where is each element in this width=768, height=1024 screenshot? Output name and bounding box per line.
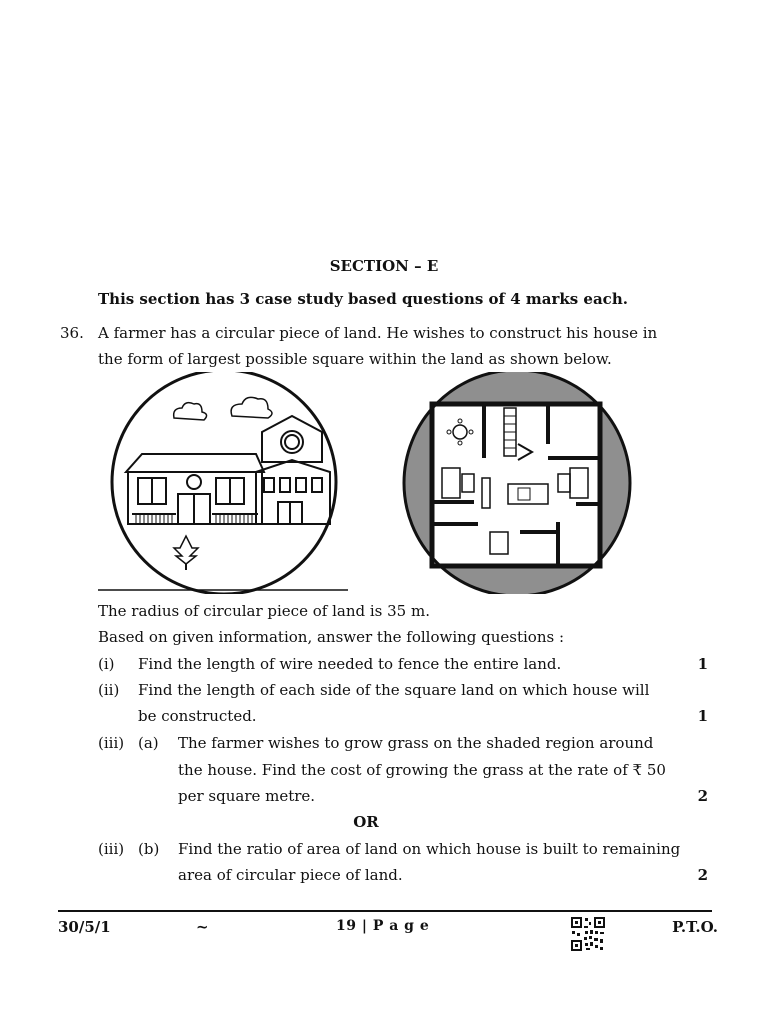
part-iii-b-marks: 2 bbox=[697, 866, 708, 884]
part-iii-b-line1: Find the ratio of area of land on which house is built to remaining bbox=[178, 840, 681, 858]
footer-page-number: 19 | P a g e bbox=[336, 918, 430, 934]
part-iii-b-label: (iii) bbox=[98, 840, 125, 858]
part-i-marks: 1 bbox=[697, 655, 708, 673]
question-stem-line1: A farmer has a circular piece of land. He wishes to construct his house in bbox=[98, 324, 658, 342]
part-ii-line2: be constructed. bbox=[138, 707, 257, 725]
part-iii-a-line2: the house. Find the cost of growing the grass at the rate of ₹ 50 bbox=[178, 761, 666, 779]
footer-rule bbox=[58, 910, 712, 912]
given-info: The radius of circular piece of land is 35 m. bbox=[98, 602, 430, 620]
question-stem-line2: the form of largest possible square within the land as shown below. bbox=[98, 350, 612, 368]
part-iii-a-label: (iii) bbox=[98, 734, 125, 752]
part-iii-b-line2: area of circular piece of land. bbox=[178, 866, 403, 884]
part-ii-marks: 1 bbox=[697, 707, 708, 725]
footer-tilde: ~ bbox=[196, 918, 209, 936]
section-intro: This section has 3 case study based questions of 4 marks each. bbox=[98, 290, 628, 308]
footer-paper-code: 30/5/1 bbox=[58, 918, 111, 936]
part-ii-label: (ii) bbox=[98, 681, 120, 699]
part-iii-a-line1: The farmer wishes to grow grass on the shaded region around bbox=[178, 734, 654, 752]
part-i-text: Find the length of wire needed to fence the entire land. bbox=[138, 655, 562, 673]
house-illustration bbox=[98, 372, 354, 594]
part-iii-a-line3: per square metre. bbox=[178, 787, 316, 805]
qr-code-icon bbox=[571, 917, 605, 951]
footer-pto: P.T.O. bbox=[672, 918, 718, 936]
part-i-label: (i) bbox=[98, 655, 115, 673]
question-number: 36. bbox=[60, 324, 84, 342]
part-iii-b-sub: (b) bbox=[138, 840, 160, 858]
part-iii-a-marks: 2 bbox=[697, 787, 708, 805]
instruction: Based on given information, answer the following questions : bbox=[98, 628, 565, 646]
part-iii-a-sub: (a) bbox=[138, 734, 159, 752]
part-ii-line1: Find the length of each side of the square land on which house will bbox=[138, 681, 650, 699]
or-separator: OR bbox=[353, 813, 379, 831]
floor-plan-illustration bbox=[400, 372, 634, 594]
section-title: SECTION – E bbox=[329, 257, 439, 275]
